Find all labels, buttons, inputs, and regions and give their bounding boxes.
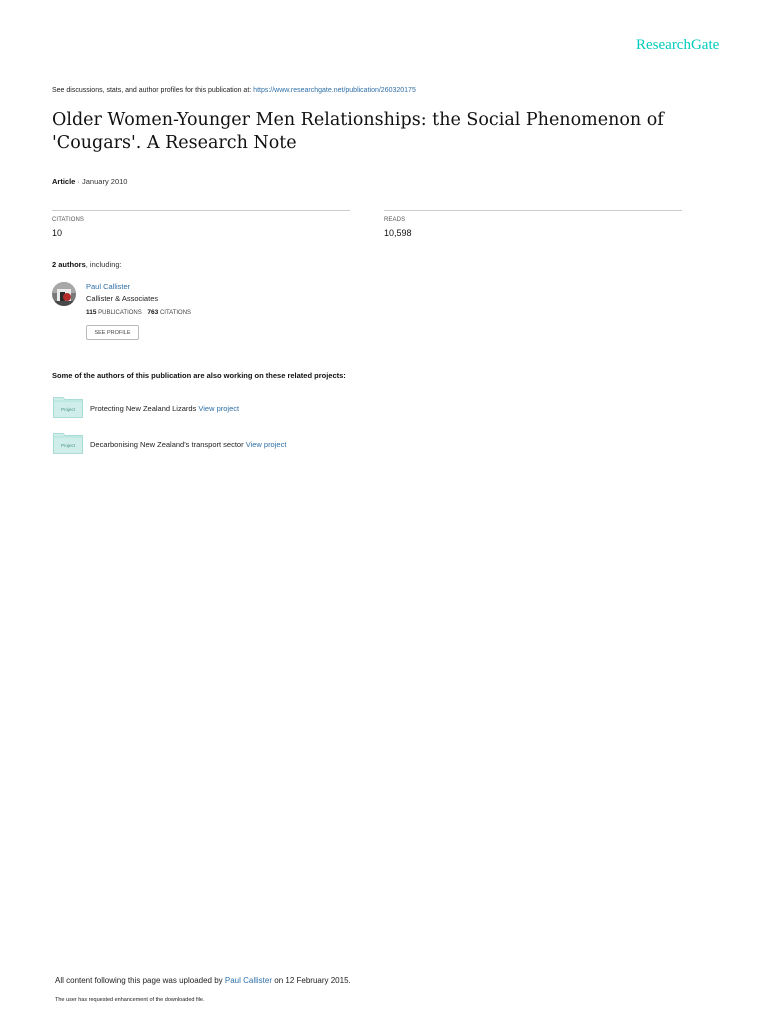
reads-value: 10,598 bbox=[384, 228, 412, 238]
publication-url-link[interactable]: https://www.researchgate.net/publication/260320175 bbox=[253, 87, 416, 94]
author-avatar[interactable] bbox=[52, 282, 76, 306]
reads-label: READS bbox=[384, 217, 406, 223]
avatar-photo-icon bbox=[52, 282, 76, 306]
author-institution: Callister & Associates bbox=[86, 294, 159, 303]
project-icon-label: Project bbox=[60, 443, 76, 448]
publication-meta bbox=[52, 177, 127, 186]
project-item bbox=[90, 440, 286, 449]
researchgate-logo[interactable]: ResearchGate bbox=[636, 37, 720, 53]
project-icon-label: Project bbox=[60, 407, 76, 412]
project-folder-icon bbox=[53, 396, 83, 418]
view-project-link[interactable]: View project bbox=[198, 404, 240, 413]
project-item bbox=[90, 404, 239, 413]
author-publications-count: 115 bbox=[86, 309, 97, 316]
publication-type: Article bbox=[52, 177, 76, 186]
enhancement-notice: The user has requested enhancement of the downloaded file. bbox=[55, 997, 205, 1003]
citations-label: CITATIONS bbox=[52, 217, 85, 223]
author-citations-count: 763 bbox=[147, 309, 159, 316]
author-citations-label: CITATIONS bbox=[159, 310, 192, 316]
authors-including: , including: bbox=[85, 260, 122, 269]
discussion-line bbox=[52, 87, 416, 94]
uploader-link[interactable]: Paul Callister bbox=[224, 976, 273, 985]
author-publications-label: PUBLICATIONS bbox=[98, 310, 142, 316]
author-stats bbox=[86, 309, 191, 316]
see-profile-button[interactable]: SEE PROFILE bbox=[86, 325, 139, 340]
upload-prefix: All content following this page was uploaded by bbox=[55, 976, 225, 985]
reads-divider bbox=[384, 210, 682, 211]
related-projects-heading: Some of the authors of this publication are also working on these related projects: bbox=[52, 371, 346, 380]
upload-notice bbox=[55, 976, 351, 985]
citations-value: 10 bbox=[52, 228, 63, 238]
view-project-link[interactable]: View project bbox=[245, 440, 287, 449]
publication-date: · January 2010 bbox=[75, 177, 128, 186]
project-folder-icon bbox=[53, 432, 83, 454]
project-title: Protecting New Zealand Lizards bbox=[90, 404, 199, 413]
project-title: Decarbonising New Zealand's transport sector bbox=[90, 440, 246, 449]
discussion-text: See discussions, stats, and author profiles for this publication at: bbox=[52, 87, 254, 94]
author-name-link[interactable]: Paul Callister bbox=[86, 282, 131, 291]
citations-divider bbox=[52, 210, 350, 211]
upload-suffix: on 12 February 2015. bbox=[272, 976, 351, 985]
authors-count: 2 authors bbox=[52, 260, 86, 269]
publication-title: Older Women-Younger Men Relationships: the Social Phenomenon of 'Cougars'. A Research Note bbox=[52, 110, 664, 153]
authors-heading bbox=[52, 260, 122, 269]
